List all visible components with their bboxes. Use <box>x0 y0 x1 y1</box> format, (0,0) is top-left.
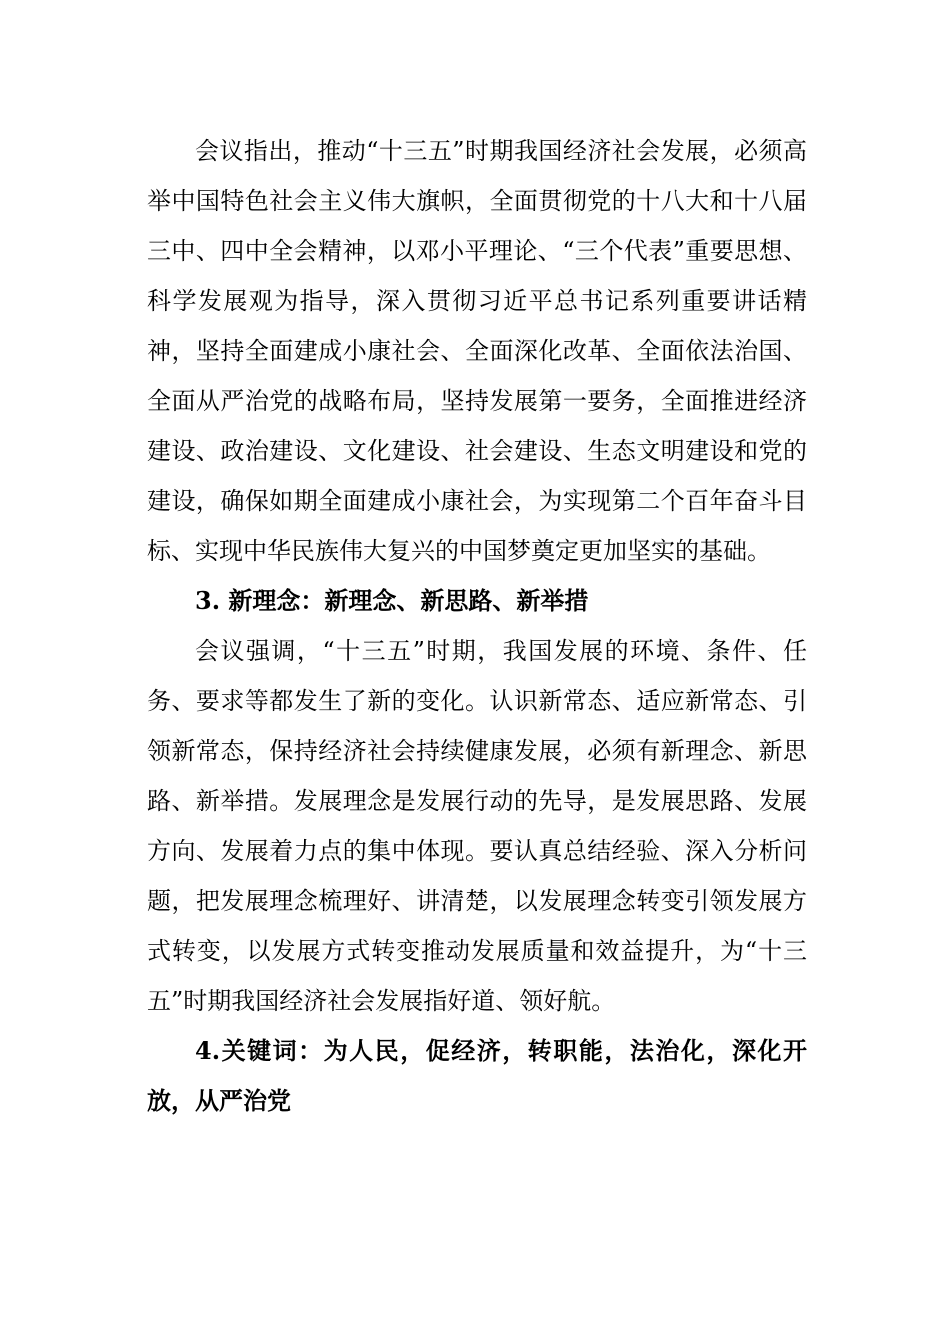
paragraph-new-concepts: 会议强调，“十三五”时期，我国发展的环境、条件、任务、要求等都发生了新的变化。认识新常态、适应新常态、引领新常态，保持经济社会持续健康发展，必须有新理念、新思路、新举措。发展理念是发展行动的先导，是发展思路、发展方向、发展着力点的集中体现。要认真总结经验、深入分析问题，把发展理念梳理好、讲清楚，以发展理念转变引领发展方式转变，以发展方式转变推动发展质量和效益提升，为“十三五”时期我国经济社会发展指好道、领好航。 <box>147 637 807 1015</box>
section-heading-new-concepts: 3. 新理念：新理念、新思路、新举措 <box>195 586 589 615</box>
document-body <box>147 126 807 1126</box>
paragraph-guiding-principles: 会议指出，推动“十三五”时期我国经济社会发展，必须高举中国特色社会主义伟大旗帜，全面贯彻党的十八大和十八届三中、四中全会精神，以邓小平理论、“三个代表”重要思想、科学发展观为指导，深入贯彻习近平总书记系列重要讲话精神，坚持全面建成小康社会、全面深化改革、全面依法治国、全面从严治党的战略布局，坚持发展第一要务，全面推进经济建设、政治建设、文化建设、社会建设、生态文明建设和党的建设，确保如期全面建成小康社会，为实现第二个百年奋斗目标、实现中华民族伟大复兴的中国梦奠定更加坚实的基础。 <box>147 137 807 565</box>
section-heading-keywords: 4.关键词：为人民，促经济，转职能，法治化，深化开放，从严治党 <box>147 1036 807 1115</box>
